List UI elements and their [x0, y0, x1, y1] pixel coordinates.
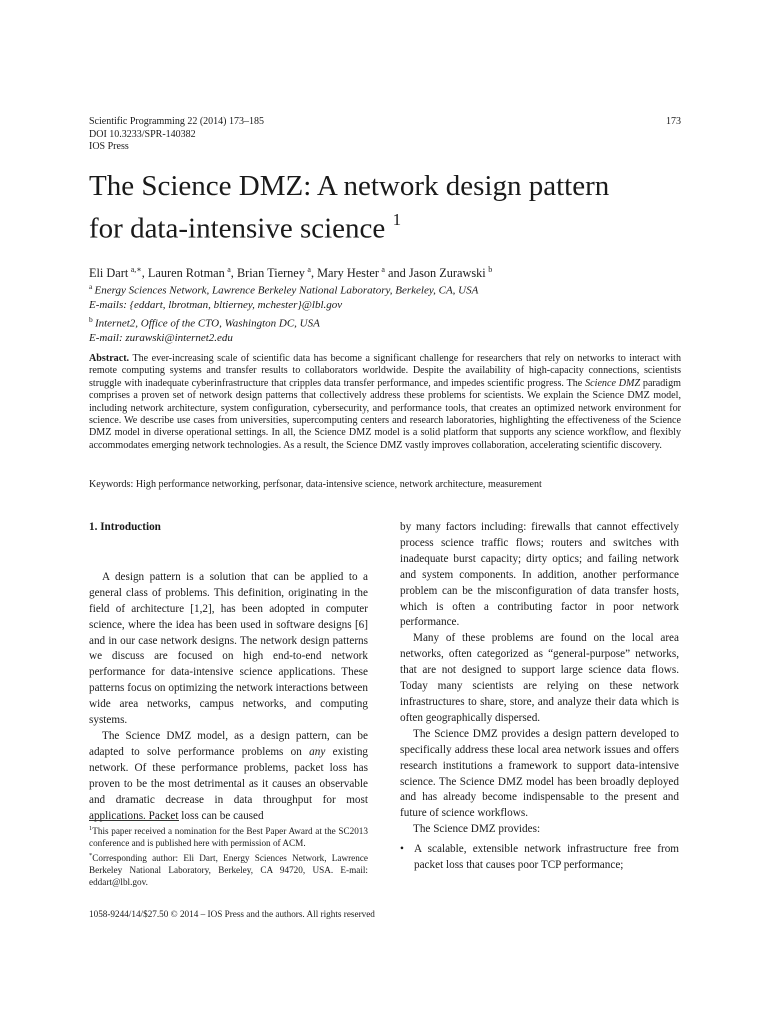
right-column	[400, 520, 679, 874]
author-name: Lauren Rotman	[147, 266, 225, 281]
abstract	[89, 353, 681, 452]
affil-mark: a	[89, 282, 93, 291]
author-affil-mark: a	[381, 265, 385, 274]
paper-title	[89, 168, 689, 247]
paragraph: The Science DMZ provides a design pattern developed to specifically address these local area network issues and offers research institutions a framework to support data-intensive science. The Science DMZ model has been broadly deployed and has already become indispensable to the present and future of science workflows.	[400, 727, 679, 820]
copyright-footer: 1058-9244/14/$27.50 © 2014 – IOS Press and the authors. All rights reserved	[89, 909, 375, 919]
footnote-divider	[89, 820, 179, 821]
bullet-icon: •	[400, 843, 404, 856]
journal-citation: Scientific Programming 22 (2014) 173–185	[89, 116, 264, 127]
title-line-1: The Science DMZ: A network design pattern	[89, 170, 610, 202]
keywords: Keywords: High performance networking, perfsonar, data-intensive science, network architecture, measurement	[89, 479, 542, 490]
abstract-emphasis: Science DMZ	[585, 377, 641, 389]
author-name: Mary Hester	[317, 266, 379, 281]
abstract-label: Abstract.	[89, 353, 130, 364]
affiliation-b-email: E-mail: zurawski@internet2.edu	[89, 331, 233, 344]
paragraph: A design pattern is a solution that can be applied to a general class of problems. This definition, originating in the field of architecture [1,2], has been adopted in computer science, where the idea has been used in software designs [6] and in our case network designs. The network design patterns we discuss are focused on high end-to-end network performance for data-intensive science applications. These patterns focus on optimizing the network interactions between wide area networks, campus networks, and computing systems.	[89, 570, 368, 727]
section-heading: 1. Introduction	[89, 521, 161, 533]
paragraph: The Science DMZ provides:	[413, 823, 541, 836]
paragraph: The Science DMZ model, as a design pattern, can be adapted to solve performance problems on any existing network. Of these performance problems, packet loss has proven to be the most detrimental as it causes an observable and dramatic decrease in data throughput for most applications. Packet loss can be caused	[89, 729, 369, 822]
abstract-text: The ever-increasing scale of scientific data has become a significant challenge for researchers that rely on networks to interact with remote computing systems and transfer results to collaborators worldwide. Despite the availability of high-capacity connections, scientists struggle with inadequate cyberinfrastructure that cripples data transfer performance, and impedes scientific progress. The	[89, 353, 681, 389]
affil-mark: b	[89, 314, 93, 324]
footnote: *Corresponding author: Eli Dart, Energy Sciences Network, Lawrence Berkeley National Laboratory, Berkeley, CA 94720, USA. E-mail: eddart@lbl.gov.	[89, 851, 368, 887]
journal-header	[89, 116, 264, 154]
list-item	[400, 842, 679, 874]
footnotes	[89, 823, 368, 889]
paragraph: Many of these problems are found on the local area networks, often categorized as “general-purpose” networks, that are not designed to support large science data flows. Today many scientists are relying on these network infrastructures to share, store, and analyze their data which is often geographically dispersed.	[400, 632, 679, 724]
affiliations	[89, 280, 478, 345]
author-list: Eli Dart $^{a,∗}$, Lauren Rotman $^a$, Brian Tierney $^a$, Mary Hester $^a$ and Jason Zurawski $^b$	[89, 265, 493, 281]
page-number: 173	[666, 116, 681, 127]
title-footnote-mark: 1	[392, 210, 402, 229]
left-column	[89, 520, 368, 824]
affiliation-a-emails: E-mails: {eddart, lbrotman, bltierney, mchester}@lbl.gov	[89, 299, 343, 312]
author-name: Jason Zurawski	[408, 266, 486, 281]
author-name: Eli Dart	[89, 266, 129, 281]
author-affil-mark: a	[227, 265, 231, 274]
emphasis: any	[309, 745, 326, 758]
affiliation-a: $^a$ Energy Sciences Network, Lawrence Berkeley National Laboratory, Berkeley, CA, USA	[89, 282, 479, 297]
title-line-2: for data-intensive science	[89, 212, 386, 245]
list-item-text: A scalable, extensible network infrastructure free from packet loss that causes poor TCP performance;	[414, 843, 679, 872]
publisher: IOS Press	[89, 141, 129, 152]
affiliation-b: $^b$ Internet2, Office of the CTO, Washington DC, USA	[89, 314, 320, 330]
author-affil-mark: a	[307, 265, 311, 274]
paragraph: by many factors including: firewalls that cannot effectively process science traffic flows; routers and switches with inadequate burst capacity; dirty optics; and failing network and system components. In addition, another performance problem can be the misconfiguration of data transfer hosts, which is often a contributing factor in poor network performance.	[400, 521, 679, 629]
abstract-text: paradigm comprises a proven set of network design patterns that collectively address these problems for scientists. We explain the Science DMZ model, including network architecture, system configuration, cybersecurity, and performance tools, that creates an optimized network environment for science. We describe use cases from universities, supercomputing centers and research laboratories, highlighting the effectiveness of the Science DMZ model in diverse operational settings. In all, the Science DMZ model is a solid platform that supports any science workflow, and flexibly accommodates emerging network technologies. As a result, the Science DMZ vastly improves collaboration, accelerating scientific discovery.	[89, 377, 682, 451]
author-conjunction: and	[388, 266, 406, 281]
author-affil-mark: a,∗	[130, 265, 142, 274]
footnote: $^1$This paper received a nomination for the Best Paper Award at the SC2013 conference and is published here with permission of ACM.	[89, 825, 368, 848]
author-affil-mark: b	[488, 265, 493, 274]
author-name: Brian Tierney	[236, 266, 305, 281]
doi: DOI 10.3233/SPR-140382	[89, 128, 196, 140]
